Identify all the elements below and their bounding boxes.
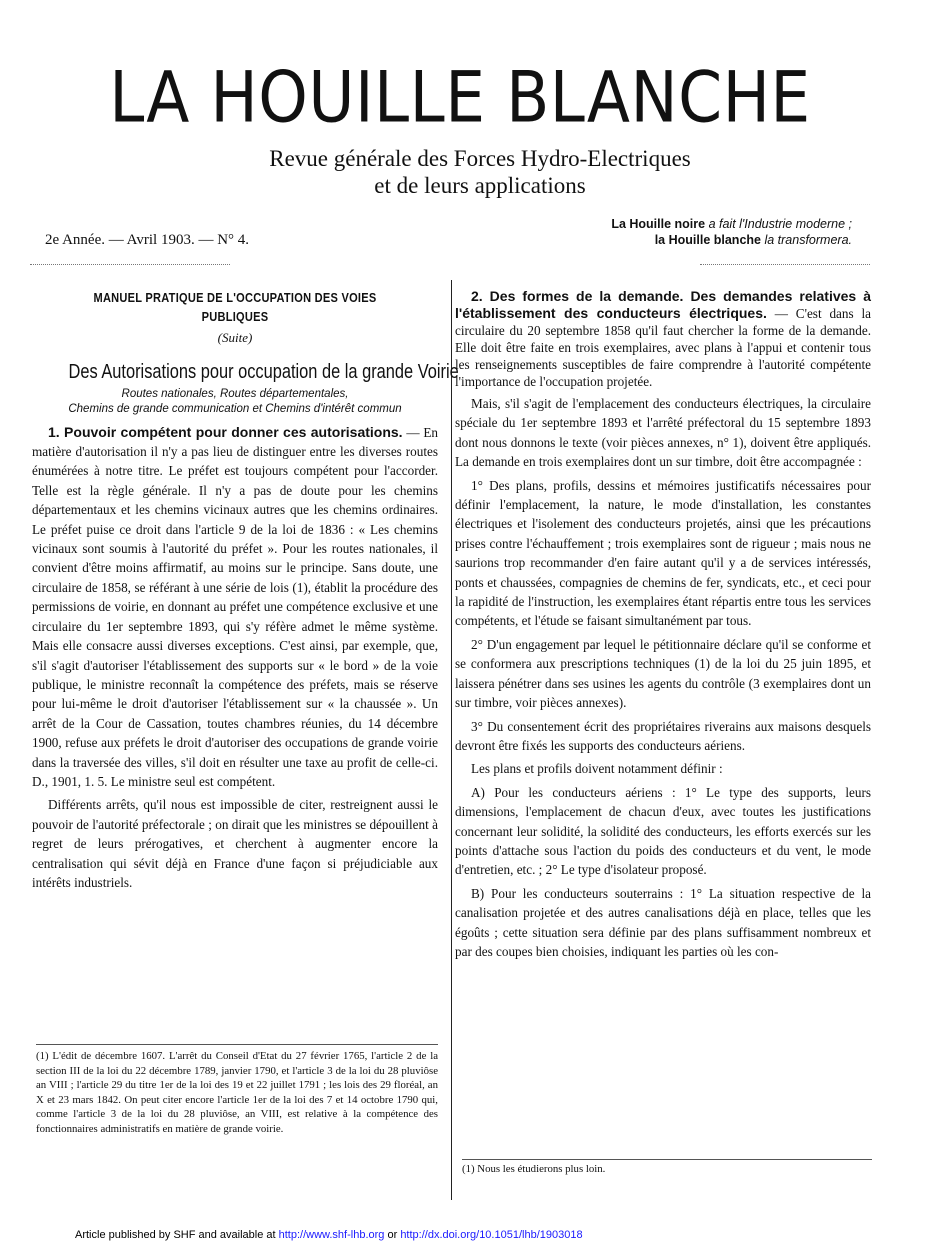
motto-bold-1: La Houille noire — [611, 217, 706, 231]
right-column — [455, 288, 871, 965]
left-column — [32, 288, 459, 896]
paragraph-item-1: 1° Des plans, profils, dessins et mémoires justificatifs nécessaires pour définir l'emplacement, la nature, le mode d'installation, les constantes électriques et l'isolement des conducteurs projetés, ainsi que les précautions prises contre l'échauffement ; trois exemplaires sont de rigueur ; mais nous ne saurions trop recommander d'en faire autant qu'il y a de services intéressés, ponts et chaussées, compagnies de chemins de fer, syndicats, etc., et ceci pour la rapidité de l'instruction, les exemplaires étant répartis entre tous les services compétents, et l'étude se faisant simultanément par tous. — [455, 477, 871, 629]
footer-middle: or — [384, 1229, 401, 1241]
header-divider-right — [700, 264, 870, 265]
paragraph-item-2: 2° D'un engagement par lequel le pétitionnaire déclare qu'il se conforme et se conformera aux prescriptions techniques (1) de la loi du 25 juin 1895, et laissera pénétrer dans ses usines les agents du contrôle (3 exemplaires dont un sur timbre, voir pièces annexes). — [455, 636, 871, 711]
paragraph-mais: Mais, s'il s'agit de l'emplacement des conducteurs électriques, la circulaire spéciale du 1er septembre 1893 et l'arrêté préfectoral du 15 septembre 1893 dont nous donnons le texte (voir pièces annexes, n° 1), doivent être appliqués. La demande en trois exemplaires dont un sur timbre, doit être accompagnée : — [455, 396, 871, 470]
header-divider-left — [30, 264, 230, 265]
motto-rest-2: la transformera. — [760, 233, 852, 247]
footer-prefix: Article published by SHF and available at — [75, 1229, 279, 1241]
subtitle-line-2: et de leurs applications — [374, 173, 586, 198]
section-heading: MANUEL PRATIQUE DE L'OCCUPATION DES VOIES PUBLIQUES — [93, 290, 377, 325]
paragraph-item-3: 3° Du consentement écrit des propriétaires riverains aux maisons desquels devront être fixés les supports des conducteurs aériens. — [455, 718, 871, 753]
issue-info: 2e Année. — Avril 1903. — N° 4. — [45, 232, 250, 248]
paragraph-b: B) Pour les conducteurs souterrains : 1° La situation respective de la canalisation projetée et des autres canalisations déjà en place, telles que les égoûts ; cette situation sera définie par des plans suffisamment nombreux et par des coupes bien choisies, indiquant les parties où les con- — [455, 885, 871, 959]
column-separator — [451, 280, 452, 1200]
paragraph-a: A) Pour les conducteurs aériens : 1° Le type des supports, leurs dimensions, l'emplacement de chacun d'eux, avec toutes les justifications concernant leur solidité, la solidité des conducteurs, les efforts exercés sur les points d'attache sous l'action du poids des conducteurs et du vent, le mode d'entretien, etc. ; 2° Le type d'isolateur proposé. — [455, 784, 871, 878]
paragraph-2: Différents arrêts, qu'il nous est impossible de citer, restreignent aussi le pouvoir de l'autorité préfectorale ; on dirait que les ministres se dépouillent à regret de leurs prérogatives, et cherchent à augmenter encore la centralisation qui sévit déjà en France d'une façon si préjudiciable aux intérêts industriels. — [32, 797, 438, 890]
left-footnote: (1) L'édit de décembre 1607. L'arrêt du Conseil d'Etat du 27 février 1765, l'article 2 de la section III de la loi du 22 décembre 1789, janvier 1790, et l'article 3 de la loi du 28 pluviôse an VIII ; l'article 29 du titre 1er de la loi des 19 et 22 juillet 1791 ; les lois des 29 floréal, an X et 23 mars 1842. On peut citer encore l'article 1er de la loi des 7 et 14 octobre 1790 qui, comme l'article 3 de la loi du 28 pluviôse, an VIII, est relative à la compétence des fonctionnaires administratifs en matière de grande voirie. — [36, 1044, 438, 1136]
motto — [611, 216, 852, 248]
shf-link[interactable]: http://www.shf-lhb.org — [278, 1229, 385, 1241]
paragraph-1 — [32, 423, 438, 792]
journal-subtitle — [100, 145, 860, 199]
article-subtitle — [32, 387, 438, 417]
motto-rest-1: a fait l'Industrie moderne ; — [705, 217, 852, 231]
section-2 — [455, 288, 871, 390]
subtitle-line-1: Revue générale des Forces Hydro-Electriques — [269, 146, 691, 171]
article-subtitle-line-2: Chemins de grande communication et Chemins d'intérêt commun — [68, 402, 402, 415]
right-footnote: (1) Nous les étudierons plus loin. — [462, 1163, 606, 1175]
paragraph-1-title: 1. Pouvoir compétent pour donner ces autorisations. — [48, 423, 403, 440]
article-title: Des Autorisations pour occupation de la grande Voirie — [68, 361, 459, 384]
paragraph-1-text: — En matière d'autorisation il n'y a pas lieu de distinguer entre les diverses routes énumérées à notre titre. Le préfet est toujours compétent pour l'accorder. Telle est la règle générale. Il n'y a pas de doute pour les chemins départementaux et les chemins vicinaux autres que les chemins ordinaires. Le préfet puise ce droit dans l'article 9 de la loi de 1836 : « Les chemins vicinaux sont soumis à l'autorité du préfet ». Pour les routes nationales, il convient d'être moins affirmatif, au moins sur le principe. Sans doute, une circulaire de 1858, se référant à une série de lois (1), établit la procédure des permissions de voirie, en donnant au préfet une compétence exclusive et une circulaire du 1er septembre 1893, qui s'y réfère admet le même système. Mais elle consacre aussi diverses exceptions. C'est ainsi, par exemple, que, s'il s'agit d'autoriser l'établissement des supports sur « le bord » de la voie publique, le ministre reconnaît la compétence des préfets, mais se réserve pour lui-même le droit d'autoriser l'établissement sur « la chaussée ». Un arrêt de la Cour de Cassation, toutes chambres réunies, du 14 décembre 1900, refuse aux préfets le droit d'autoriser des occupations de grande voirie dans la traversée des villes, s'il doit en résulter une taxe au profit de celle-ci. D., 1901, 1. 5. Le ministre seul est compétent. — [32, 424, 438, 789]
section-subheading: (Suite) — [217, 329, 253, 345]
article-subtitle-line-1: Routes nationales, Routes départementales, — [121, 387, 349, 400]
journal-title: LA HOUILLE BLANCHE — [109, 56, 811, 139]
paragraph-plans: Les plans et profils doivent notamment définir : — [471, 761, 723, 777]
motto-bold-2: la Houille blanche — [654, 233, 761, 247]
doi-link[interactable]: http://dx.doi.org/10.1051/lhb/1903018 — [400, 1229, 583, 1241]
section-2-title: 2. Des formes de la demande. Des demandes relatives à l'établissement des conducteurs électriques. — [455, 288, 871, 321]
section-2-text: — C'est dans la circulaire du 20 septembre 1858 qu'il faut chercher la forme de la demande. Elle doit être faite en trois exemplaires, avec plans à l'appui et contenir tous les renseignements susceptibles de faire comprendre à l'autorité compétente l'importance de l'occupation projetée. — [455, 306, 872, 389]
publication-footer — [75, 1229, 875, 1241]
right-footnote-rule — [462, 1159, 872, 1160]
